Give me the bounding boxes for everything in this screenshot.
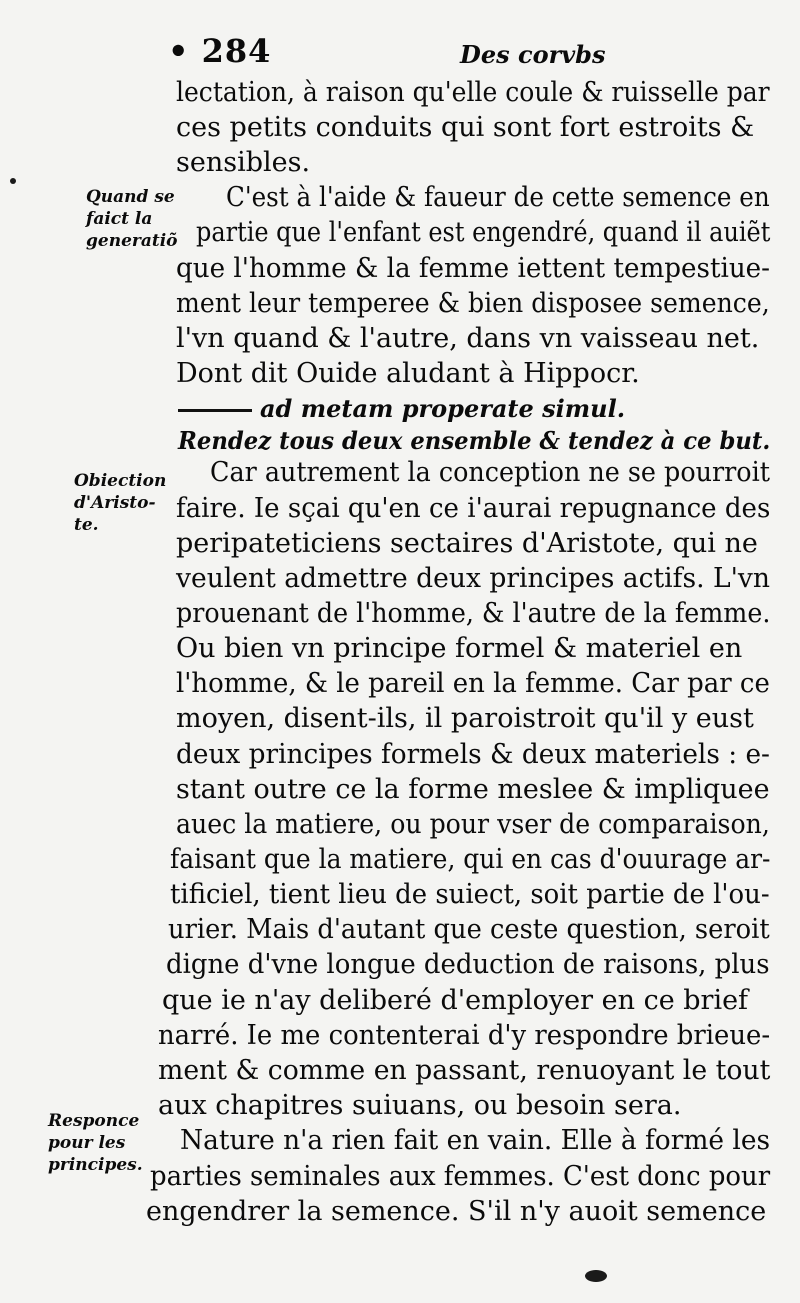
text-line: auec la matiere, ou pour vser de comparaison, bbox=[176, 809, 770, 840]
text-line: ment & comme en passant, renuoyant le tout bbox=[158, 1055, 771, 1086]
text-line: que ie n'ay deliberé d'employer en ce brief bbox=[162, 985, 749, 1016]
text-line: Car autrement la conception ne se pourroit bbox=[210, 457, 770, 488]
marginal-line: faict la bbox=[86, 209, 153, 229]
marginal-line: pour les bbox=[48, 1133, 126, 1153]
text-line: engendrer la semence. S'il n'y auoit semence bbox=[146, 1196, 767, 1227]
marginal-line: Obiection bbox=[74, 471, 167, 491]
translation-line: Rendez tous deux ensemble & tendez à ce but. bbox=[178, 426, 771, 455]
text-line: ces petits conduits qui sont fort estroits & bbox=[176, 112, 755, 143]
marginal-line: Responce bbox=[48, 1111, 140, 1131]
verse-text: ad metam properate simul. bbox=[260, 394, 626, 423]
ink-speck bbox=[10, 178, 16, 184]
text-line: Nature n'a rien fait en vain. Elle à formé les bbox=[180, 1125, 771, 1156]
marginal-line: principes. bbox=[48, 1155, 143, 1175]
text-line: Ou bien vn principe formel & materiel en bbox=[176, 633, 743, 664]
marginal-line: generatiõ bbox=[86, 231, 178, 251]
page-header bbox=[168, 32, 768, 72]
text-line: peripateticiens sectaires d'Aristote, qui ne bbox=[176, 528, 758, 559]
marginal-note-response bbox=[48, 1110, 143, 1176]
text-line: aux chapitres suiuans, ou besoin sera. bbox=[158, 1090, 682, 1121]
text-line: ment leur temperee & bien disposee semence, bbox=[176, 288, 770, 319]
text-line: lectation, à raison qu'elle coule & ruisselle par bbox=[176, 77, 770, 108]
page-number: • 284 bbox=[168, 32, 272, 70]
ink-speck bbox=[585, 1270, 607, 1282]
marginal-note-objection bbox=[74, 470, 166, 536]
marginal-line: te. bbox=[74, 515, 99, 535]
text-line: parties seminales aux femmes. C'est donc pour bbox=[150, 1161, 771, 1192]
text-line: C'est à l'aide & faueur de cette semence en bbox=[226, 182, 770, 213]
text-line: digne d'vne longue deduction de raisons, plus bbox=[166, 949, 770, 980]
dash-mark bbox=[178, 409, 252, 412]
text-line: veulent admettre deux principes actifs. L'vn bbox=[176, 563, 771, 594]
running-title: Des corvbs bbox=[460, 40, 606, 69]
text-line: narré. Ie me contenterai d'y respondre brieue- bbox=[158, 1020, 771, 1051]
text-line: Dont dit Ouide aludant à Hippocr. bbox=[176, 358, 640, 389]
marginal-line: Quand se bbox=[86, 187, 175, 207]
text-line: deux principes formels & deux materiels : e- bbox=[176, 739, 770, 770]
text-line: urier. Mais d'autant que ceste question, seroit bbox=[168, 914, 770, 945]
text-line: prouenant de l'homme, & l'autre de la femme. bbox=[176, 598, 771, 629]
text-line: tificiel, tient lieu de suiect, soit partie de l'ou- bbox=[170, 879, 770, 910]
text-line: sensibles. bbox=[176, 147, 311, 178]
text-line: l'homme, & le pareil en la femme. Car par ce bbox=[176, 668, 770, 699]
text-line: l'vn quand & l'autre, dans vn vaisseau net. bbox=[176, 323, 760, 354]
text-line: moyen, disent-ils, il paroistroit qu'il y eust bbox=[176, 703, 754, 734]
text-line: que l'homme & la femme iettent tempestiue- bbox=[176, 253, 771, 284]
verse-line bbox=[178, 392, 625, 426]
text-line: partie que l'enfant est engendré, quand il auiẽt bbox=[196, 217, 771, 248]
text-line: faire. Ie sçai qu'en ce i'aurai repugnance des bbox=[176, 493, 771, 524]
text-line: faisant que la matiere, qui en cas d'ouurage ar- bbox=[170, 844, 771, 875]
marginal-line: d'Aristo- bbox=[74, 493, 156, 513]
marginal-note-generation bbox=[86, 186, 178, 252]
text-line: stant outre ce la forme meslee & impliquee bbox=[176, 774, 770, 805]
